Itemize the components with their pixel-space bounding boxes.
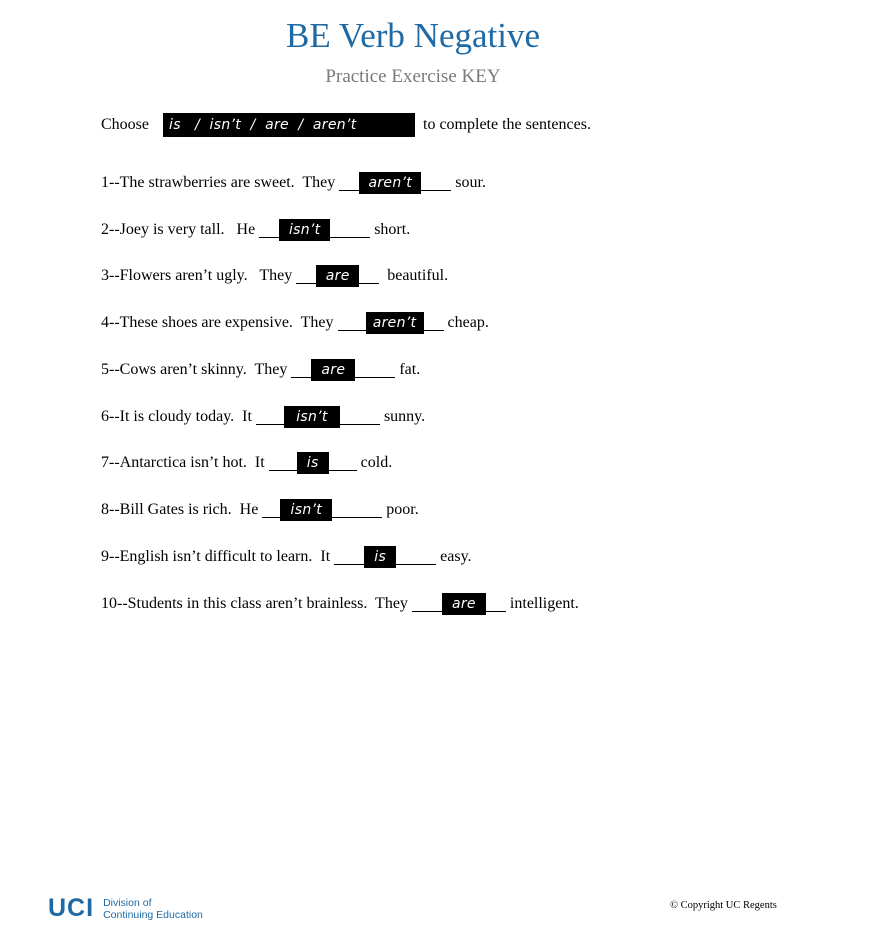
answer-box: isn’t (280, 499, 332, 521)
sentence-7 (101, 450, 392, 476)
sentence-text: 4--These shoes are expensive. They (101, 314, 338, 331)
blank-line (359, 277, 379, 284)
answer-box: is (364, 546, 396, 568)
blank-line (256, 418, 284, 425)
uci-logo (48, 894, 203, 923)
sentence-10 (101, 591, 579, 617)
blank-line (339, 184, 359, 191)
instructions-tail: to complete the sentences. (423, 116, 591, 133)
page-subtitle: Practice Exercise KEY (325, 66, 501, 87)
word-options-box: is / isn’t / are / aren’t (163, 113, 415, 137)
sentence-text: 7--Antarctica isn’t hot. It (101, 454, 269, 471)
blank-line (296, 277, 316, 284)
sentence-text: poor. (382, 501, 419, 518)
sentence-text: sunny. (379, 408, 426, 425)
sentence-5 (101, 357, 420, 383)
blank-line (396, 558, 436, 565)
sentence-text: 6--It is cloudy today. It (101, 408, 256, 425)
answer-box: aren’t (359, 172, 421, 194)
answer-box: are (442, 593, 486, 615)
answer-box: is (297, 452, 329, 474)
blank-line (340, 418, 380, 425)
blank-line (334, 558, 364, 565)
blank-line (424, 324, 444, 331)
blank-line (355, 371, 395, 378)
answer-box: are (316, 265, 359, 287)
sentence-9 (101, 544, 472, 570)
division-name (103, 897, 203, 921)
division-line-2: Continuing Education (103, 908, 203, 921)
sentence-text: sour. (451, 174, 486, 191)
sentence-text: easy. (436, 548, 472, 565)
instructions-lead: Choose (101, 116, 149, 133)
sentence-text: 3--Flowers aren’t ugly. They (101, 267, 297, 284)
answer-box: isn’t (279, 219, 330, 241)
sentence-text: intelligent. (505, 595, 579, 612)
sentence-text: cold. (356, 454, 393, 471)
blank-line (291, 371, 311, 378)
blank-line (259, 231, 279, 238)
blank-line (338, 324, 366, 331)
sentence-text: 8--Bill Gates is rich. He (101, 501, 263, 518)
answer-box: isn’t (284, 406, 340, 428)
sentence-6 (101, 404, 425, 430)
blank-line (332, 511, 382, 518)
answer-box: are (311, 359, 355, 381)
sentence-text: 5--Cows aren’t skinny. They (101, 361, 292, 378)
blank-line (330, 231, 370, 238)
copyright-notice: © Copyright UC Regents (670, 900, 777, 911)
sentence-text: beautiful. (379, 267, 449, 284)
blank-line (421, 184, 451, 191)
sentence-1 (101, 170, 486, 196)
page-title: BE Verb Negative (285, 16, 540, 55)
sentence-3 (101, 263, 448, 289)
instructions (101, 112, 591, 138)
sentence-text: fat. (395, 361, 421, 378)
blank-line (269, 464, 297, 471)
blank-line (486, 605, 506, 612)
sentence-text: 9--English isn’t difficult to learn. It (101, 548, 335, 565)
sentence-4 (101, 310, 489, 336)
answer-box: aren’t (366, 312, 424, 334)
uci-wordmark: UCI (48, 894, 95, 922)
sentence-2 (101, 217, 410, 243)
sentence-text: 10--Students in this class aren’t brainless. They (101, 595, 412, 612)
sentence-text: short. (370, 221, 411, 238)
blank-line (329, 464, 357, 471)
blank-line (262, 511, 280, 518)
sentence-text: cheap. (443, 314, 489, 331)
blank-line (412, 605, 442, 612)
sentence-8 (101, 497, 419, 523)
sentence-text: 2--Joey is very tall. He (101, 221, 260, 238)
division-line-1: Division of (103, 896, 152, 909)
sentence-text: 1--The strawberries are sweet. They (101, 174, 340, 191)
